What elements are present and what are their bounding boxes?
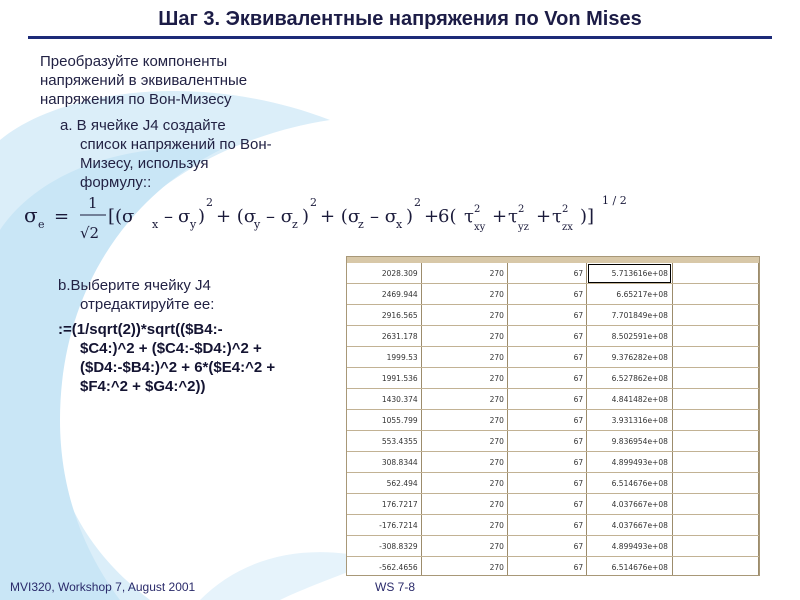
table-row	[347, 284, 759, 305]
table-cell: 270	[421, 305, 507, 326]
table-cell	[672, 410, 758, 431]
minus-1: –	[164, 206, 173, 227]
table-cell: 4.841482e+08	[587, 389, 673, 410]
table-row	[347, 473, 759, 494]
exp-1: 2	[206, 196, 213, 209]
table-cell: 67	[507, 263, 586, 284]
table-cell: 4.899493e+08	[587, 536, 673, 557]
table-cell	[672, 515, 758, 536]
code-line: $F4:^2 + $G4:^2))	[80, 378, 206, 395]
tau-2-exp: 2	[518, 204, 525, 215]
tau-2: τ	[508, 206, 518, 227]
table-cell: 3.931316e+08	[587, 410, 673, 431]
step-a-line: a. В ячейке J4 создайте	[60, 117, 226, 134]
table-cell: 176.7217	[347, 494, 421, 515]
table-cell: 67	[507, 557, 586, 577]
step-b-line: b.Выберите ячейку J4	[58, 277, 211, 294]
exp-2: 2	[310, 196, 317, 209]
close-3: )	[406, 206, 414, 227]
table-cell: 9.376282e+08	[587, 347, 673, 368]
table-cell: 4.037667e+08	[587, 494, 673, 515]
code-line: ($D4:-$B4:)^2 + 6*($E4:^2 +	[80, 359, 276, 376]
close-2: )	[302, 206, 310, 227]
step-a-line: Мизесу, используя	[80, 155, 209, 172]
code-line: :=(1/sqrt(2))*sqrt(($B4:-	[58, 321, 223, 338]
table-cell: 1999.53	[347, 347, 421, 368]
table-row	[347, 452, 759, 473]
intro-line: Преобразуйте компоненты	[40, 53, 228, 70]
table-cell: 1991.536	[347, 368, 421, 389]
table-cell: 4.899493e+08	[587, 452, 673, 473]
step-a-line: формулу::	[80, 174, 152, 191]
exp-3: 2	[414, 196, 421, 209]
sigma-y-1: σ	[178, 206, 191, 227]
table-cell: 67	[507, 347, 586, 368]
table-cell: 4.037667e+08	[587, 515, 673, 536]
table-row	[347, 368, 759, 389]
table-cell	[672, 494, 758, 515]
table-cell: 67	[507, 536, 586, 557]
table-row	[347, 515, 759, 536]
formula-close: )]	[580, 206, 595, 227]
table-cell: 6.514676e+08	[587, 473, 673, 494]
plus-4: +	[492, 206, 508, 227]
sigma-e: σ	[24, 203, 38, 227]
table-cell	[672, 347, 758, 368]
table-row	[347, 431, 759, 452]
table-cell: 8.502591e+08	[587, 326, 673, 347]
intro-text	[40, 52, 320, 109]
sub-x-2: x	[396, 218, 403, 231]
step-a-line: список напряжений по Вон-	[80, 136, 272, 153]
tau-2-sub: yz	[518, 222, 529, 233]
table-cell: 2631.178	[347, 326, 421, 347]
tau-1-exp: 2	[474, 204, 481, 215]
tau-3-exp: 2	[562, 204, 569, 215]
table-cell: 5.713616e+08	[587, 263, 673, 284]
table-cell	[672, 557, 758, 577]
table-cell: 553.4355	[347, 431, 421, 452]
table-row	[347, 263, 759, 284]
plus-5: +	[536, 206, 552, 227]
plus-1: + (σ	[216, 206, 257, 227]
table-cell: 67	[507, 452, 586, 473]
table-cell: 270	[421, 326, 507, 347]
plus-2: + (σ	[320, 206, 361, 227]
table-row	[347, 347, 759, 368]
table-cell	[672, 326, 758, 347]
table-cell: 67	[507, 326, 586, 347]
equals-sign: =	[54, 206, 70, 227]
table-cell: 270	[421, 452, 507, 473]
tau-1: τ	[464, 206, 474, 227]
table-cell: 2028.309	[347, 263, 421, 284]
table-cell	[672, 284, 758, 305]
fraction-denominator: √2	[80, 224, 100, 242]
exp-half: 1 / 2	[602, 194, 627, 207]
table-cell: 67	[507, 473, 586, 494]
table-cell: 67	[507, 410, 586, 431]
six-open: 6(	[438, 206, 457, 227]
table-cell: 67	[507, 515, 586, 536]
table-cell: -562.4656	[347, 557, 421, 577]
close-1: )	[198, 206, 206, 227]
table-cell	[672, 263, 758, 284]
table-cell: 270	[421, 431, 507, 452]
table-cell	[672, 305, 758, 326]
table-cell: 270	[421, 536, 507, 557]
table-row	[347, 389, 759, 410]
table-cell: 270	[421, 473, 507, 494]
table-cell: 270	[421, 284, 507, 305]
table-cell: 2916.565	[347, 305, 421, 326]
table-cell: 67	[507, 305, 586, 326]
spreadsheet-table	[347, 263, 759, 576]
title-divider	[28, 36, 772, 39]
tau-3: τ	[552, 206, 562, 227]
table-cell: 270	[421, 410, 507, 431]
code-line: $C4:)^2 + ($C4:-$D4:)^2 +	[80, 340, 262, 357]
table-row	[347, 494, 759, 515]
minus-3: – σ	[370, 206, 398, 227]
von-mises-formula	[20, 188, 670, 246]
table-cell: -176.7214	[347, 515, 421, 536]
table-cell: 270	[421, 515, 507, 536]
footer-course: MVI320, Workshop 7, August 2001	[10, 580, 196, 594]
formula-code	[58, 320, 328, 396]
table-row	[347, 536, 759, 557]
table-cell: 308.8344	[347, 452, 421, 473]
step-b-line: отредактируйте ее:	[80, 296, 215, 313]
sub-y-1: y	[190, 218, 197, 231]
intro-line: напряжений в эквивалентные	[40, 72, 248, 89]
table-cell	[672, 368, 758, 389]
table-cell	[672, 431, 758, 452]
step-a-text	[60, 116, 310, 192]
intro-line: напряжения по Вон-Мизесу	[40, 91, 232, 108]
table-cell: 562.494	[347, 473, 421, 494]
step-b-text	[58, 276, 328, 314]
table-cell: 6.514676e+08	[587, 557, 673, 577]
table-cell: 6.527862e+08	[587, 368, 673, 389]
sub-y-2: y	[254, 218, 261, 231]
table-row	[347, 410, 759, 431]
sigma-e-sub: e	[38, 218, 45, 231]
tau-3-sub: zx	[562, 222, 573, 233]
sub-z-1: z	[292, 218, 298, 231]
table-cell: 67	[507, 368, 586, 389]
table-cell: 7.701849e+08	[587, 305, 673, 326]
tau-1-sub: xy	[474, 222, 486, 233]
table-cell: 270	[421, 389, 507, 410]
spreadsheet-screenshot	[346, 256, 760, 576]
table-cell	[672, 452, 758, 473]
table-row	[347, 305, 759, 326]
table-cell: 67	[507, 389, 586, 410]
fraction-numerator: 1	[88, 194, 98, 212]
table-cell: 67	[507, 494, 586, 515]
footer-page: WS 7-8	[375, 580, 416, 594]
slide-title: Шаг 3. Эквивалентные напряжения по Von Mises	[158, 8, 642, 30]
table-cell: 2469.944	[347, 284, 421, 305]
table-cell: 1430.374	[347, 389, 421, 410]
table-cell: 270	[421, 263, 507, 284]
table-cell: 270	[421, 368, 507, 389]
table-cell	[672, 389, 758, 410]
table-cell: 270	[421, 494, 507, 515]
table-cell: -308.8329	[347, 536, 421, 557]
table-cell: 9.836954e+08	[587, 431, 673, 452]
table-cell: 6.65217e+08	[587, 284, 673, 305]
table-cell: 67	[507, 431, 586, 452]
table-row	[347, 557, 759, 577]
table-cell: 270	[421, 347, 507, 368]
table-row	[347, 326, 759, 347]
sub-x-1: x	[152, 218, 159, 231]
plus-3: +	[424, 206, 440, 227]
sub-z-2: z	[358, 218, 364, 231]
table-cell	[672, 473, 758, 494]
formula-open: [(σ	[108, 206, 135, 227]
table-cell: 1055.799	[347, 410, 421, 431]
table-cell	[672, 536, 758, 557]
table-cell: 67	[507, 284, 586, 305]
table-cell: 270	[421, 557, 507, 577]
minus-2: – σ	[266, 206, 294, 227]
